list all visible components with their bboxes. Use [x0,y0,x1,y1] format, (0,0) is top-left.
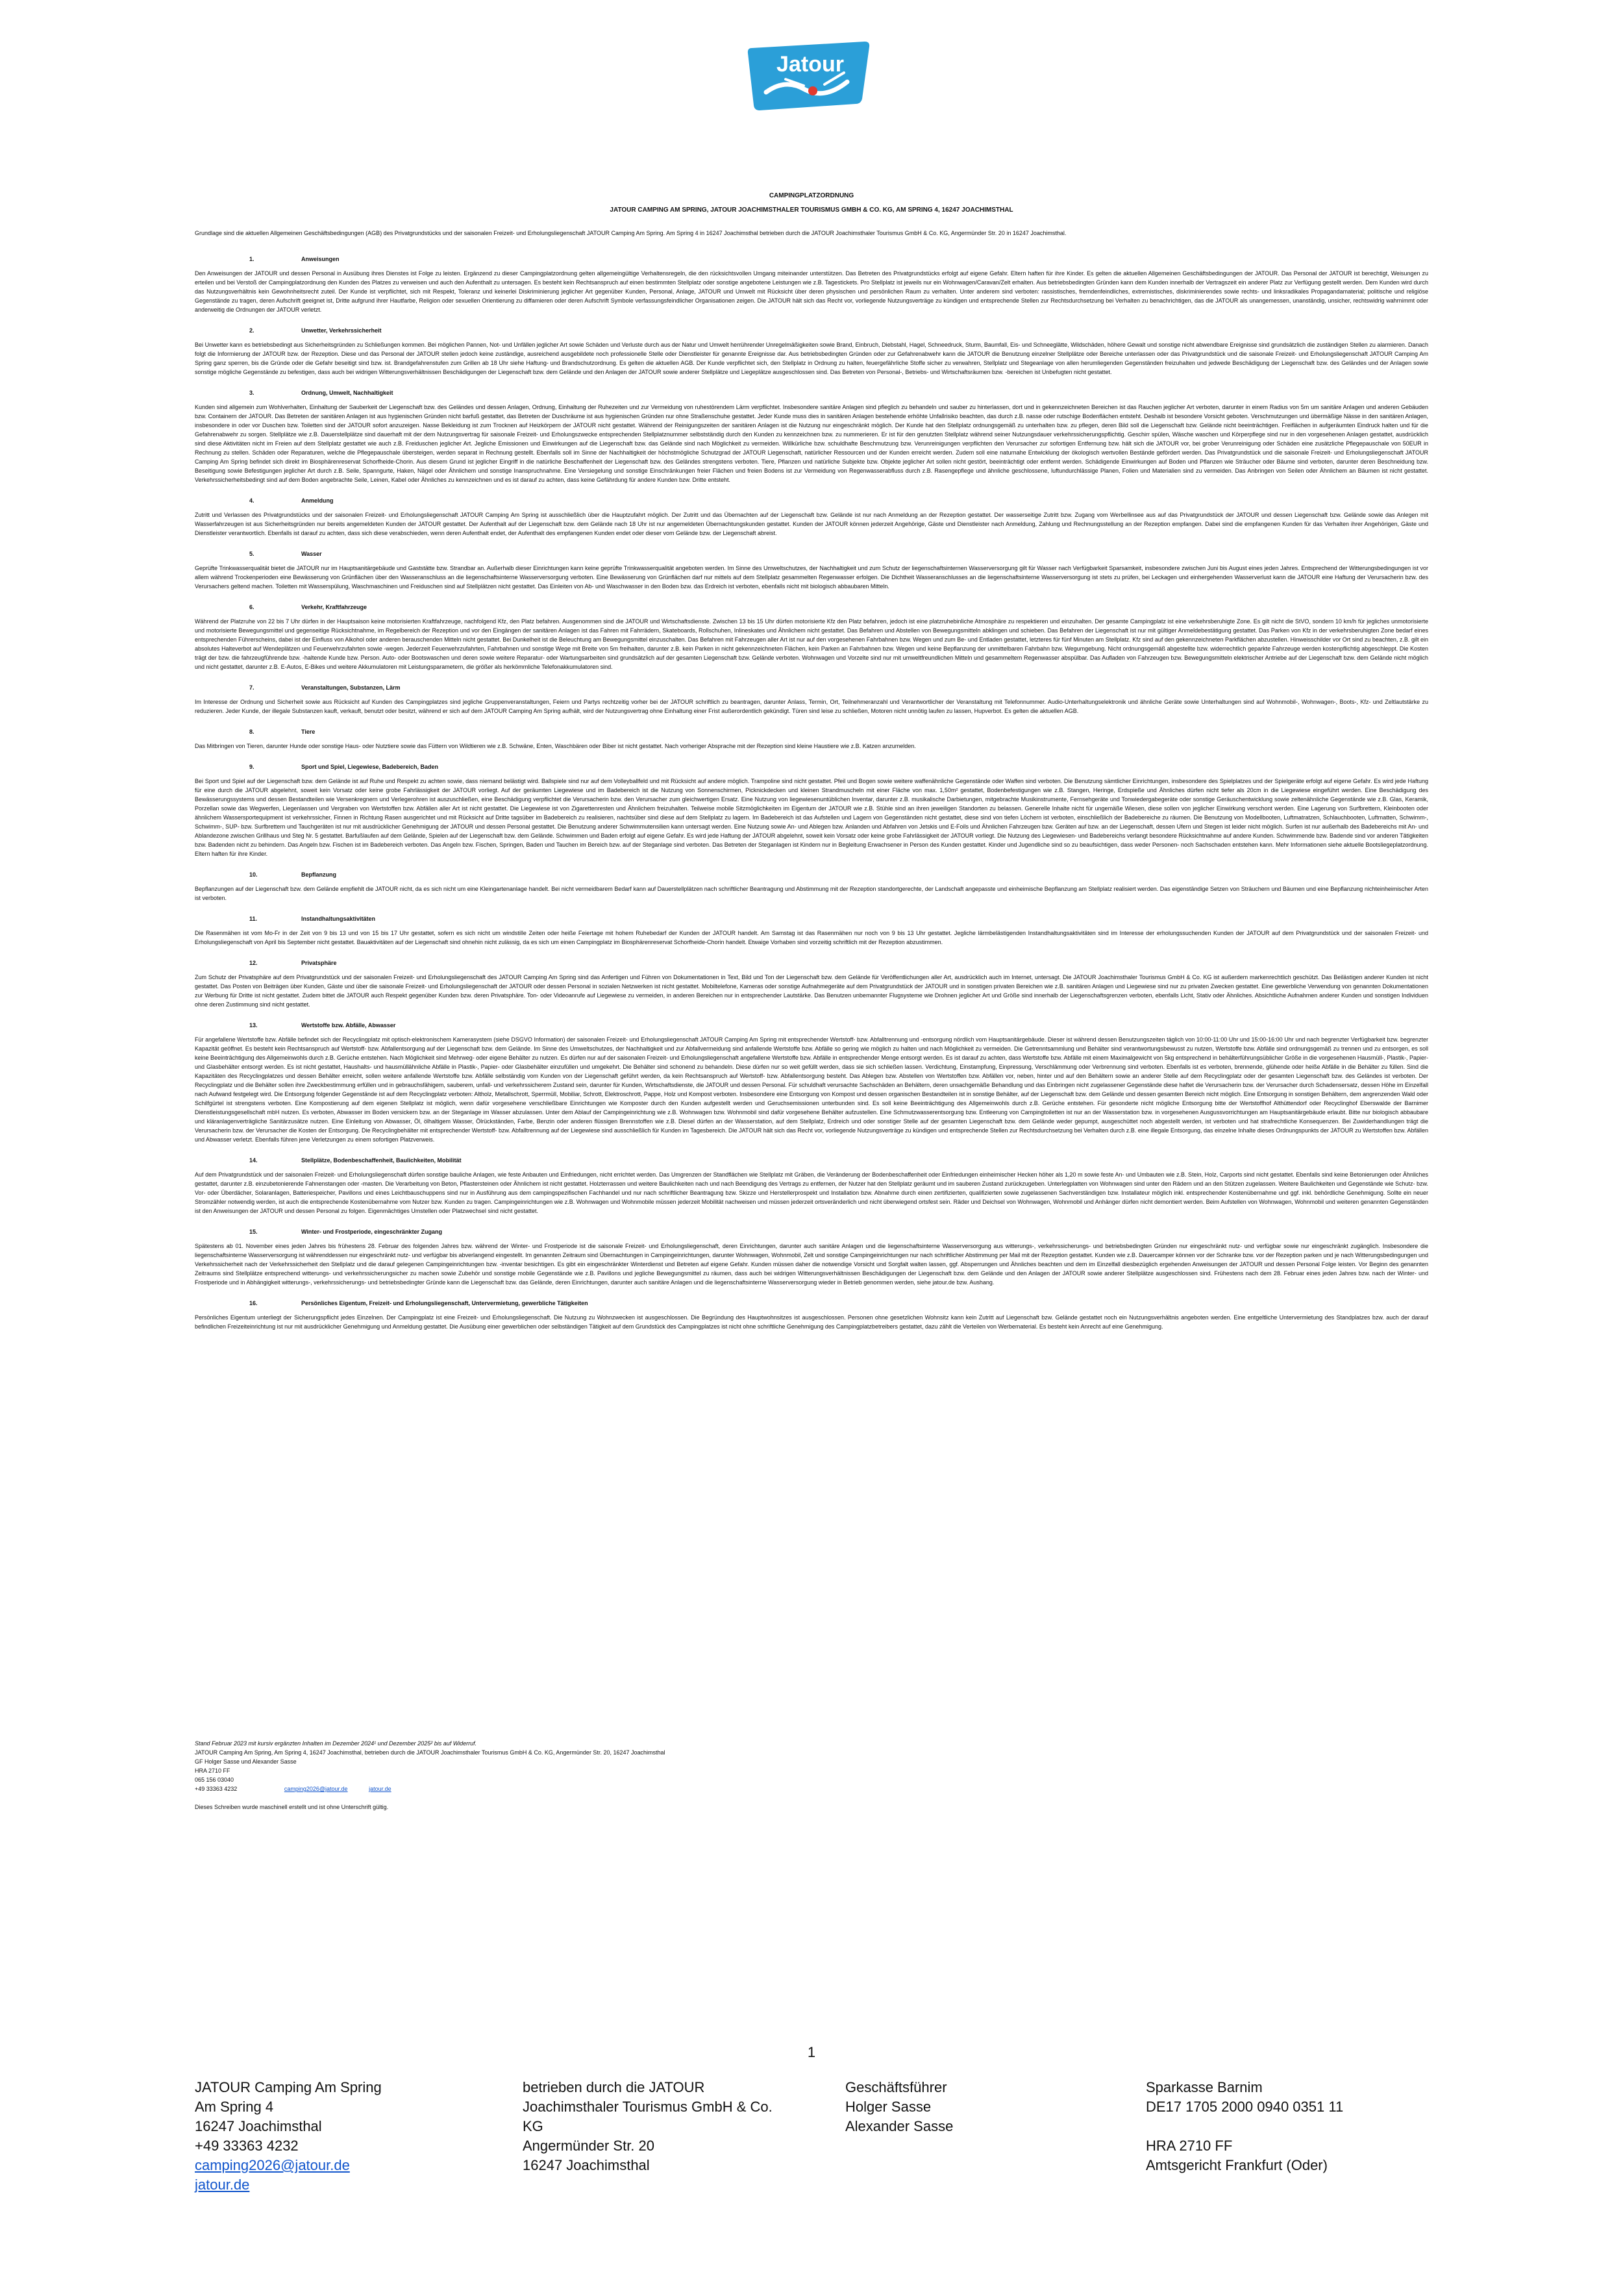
section-title: Unwetter, Verkehrssicherheit [301,327,382,334]
document-subtitle: JATOUR CAMPING AM SPRING, JATOUR JOACHIMSTHALER TOURISMUS GMBH & CO. KG, AM SPRING 4, 16247 JOACHIMSTHAL [610,206,1013,214]
footer-management-label: Geschäftsführer [845,2079,947,2095]
section-title: Anmeldung [301,497,334,504]
section-number: 8. [249,729,254,735]
logo-wordmark: Jatour [776,52,844,77]
section-heading [195,388,1428,397]
section-heading [195,326,1428,335]
footer-operator-line-3: KG [523,2118,543,2134]
spacer [195,1793,779,1803]
email-link[interactable]: camping2026@jatour.de [284,1786,348,1792]
stand-note: Stand Februar 2023 mit kursiv ergänzten Inhalten im Dezember 2024¹ und Dezember 2025² bis auf Widerruf. [195,1740,477,1747]
section-body: Geprüfte Trinkwasserqualität bietet die JATOUR nur im Hauptsanitärgebäude und Gaststätte bzw. Strandbar an. Außerhalb dieser Einrichtungen kann keine geprüfte Trinkwasserqualität angeboten werden. Im Sinne des Umweltschutzes, der Nachhaltigkeit und zum Schutz der liegenschaftsinternen Wasserversorgung gilt für Wasser nach Verfügbarkeit Sparsamkeit, insbesondere zwischen Juni bis August eines jeden Jahres. Entsprechend der Witterungsbedingungen ist vor allem während Trockenperioden eine Bewässerung von Grünflächen über den Wasseranschluss an die liegenschaftsinterne Wasserversorgung verboten. Eine Bewässerung von Grünflächen darf nur mittels auf dem Stellplatz gesammelten Regenwasser erfolgen. Die Dichtheit Wasseranschlusses an die liegenschaftsinterne Wasserversorgung ist stets zu prüfen, bei Leckagen und einhergehenden Wasserverlust kann die JATOUR eine Haftung der Verursacherin bzw. des Verursachers geltend machen. Toiletten mit Wasserspülung, Waschmaschinen und Freiduschen sind auf Stellplätzen nicht gestattet. Das Einleiten von Ab- und Waschwasser in den Boden bzw. das Erdreich ist verboten, ebenfalls nicht mit biologisch abbaubaren Mitteln. [195,565,1428,590]
managing-directors: GF Holger Sasse und Alexander Sasse [195,1758,297,1765]
section-body: Bei Sport und Spiel auf der Liegenschaft bzw. dem Gelände ist auf Ruhe und Respekt zu achten sowie, dass niemand belästigt wird. Ballspiele sind nur auf dem Volleyballfeld und mit Rücksicht auf andere möglich. Trampoline sind nicht gestattet. Pfeil und Bogen sowie weitere waffenähnliche Gegenstände oder Waffen sind verboten. Die Benutzung sämtlicher Einrichtungen, insbesondere des Spielplatzes und der Spielgeräte erfolgt auf eigene Gefahr. Es wird jede Haftung für eine durch die JATOUR abgelehnt, soweit kein Vorsatz oder keine grobe Fahrlässigkeit der JATOUR vorliegt. Auf der geräumten Liegewiese und im Badebereich ist die Nutzung von Sonnenschirmen, Picknickdecken und kleinen Strandmuscheln mit einer Fläche von max. 1,50m² gestattet, Bodenbefestigungen wie z.B. Stangen, Heringe, Erdspieße und Ähnliches dürfen nicht tiefer als 20cm in die Liegewiese eingeführt werden. Eine Beschädigung des Bewässerungssystems und dessen Bestandteilen wie Versenkregnern und Verlegerohren ist auszuschließen, eine Beschädigung verpflichtet die Verursacherin bzw. den Verursacher zum gleichwertigen Ersatz. Eine Nutzung von liegewiesenuntüblichen Inventar, darunter z.B. musikalische Darbietungen, mitgebrachte Musikinstrumente, Fernsehgeräte und Tonwiedergabegeräte oder sonstige Geräuschentwicklung sowie zeltenähnliche Gegenstände wie z.B. Glas, Keramik, Porzellan sowie das Wegwerfen, Liegenlassen und Vergraben von Wertstoffen bzw. Abfällen aller Art ist nicht gestattet. Die Liegewiese ist von Zigarettenresten und Ähnlichem freizuhalten. Teilweise mobile Sitzmöglichkeiten im Eigentum der JATOUR wie z.B. Stühle sind an ihren jeweiligen Standorten zu belassen. Generelle Inhalte nicht für ungemäße Wiesen, diese sollen von jeglicher Einwirkung verschont werden. Eine Lagerung von Surfbrettern, Kleinbooten oder ähnlichem Wassersportequipment ist verkehrssicher, Finnen in Richtung Rasen ausgerichtet und mit Rücksicht auf Dritte tagsüber im Badebereich zu realisieren, nachtsüber sind diese auf dem Stellplatz zu lagern. Im Badebereich ist das Aufstellen und Lagern von Gegenständen nicht gestattet, diese sind von tiefen Löchern ist verboten, einschließlich der Badebereiche zu räumen. Die Benutzung von Modellbooten, Luftmatratzen, Schlauchbooten, Luftmatten, Schwimm-, Schwimm-, SUP- bzw. Surfbrettern und Tauchgeräten ist nur mit ausdrücklicher Genehmigung der JATOUR und dessen Personal gestattet. Die Benutzung anderer Schwimmutensilien kann untersagt werden. Eine Nutzung sowie An- und Ablegen bzw. Anlanden und Abfahren von Jetskis und E-Foils und Ähnlichen Fahrzeugen bzw. Geräten auf bzw. an der Liegenschaft, dessen Ufern und Stegen ist leider nicht möglich. Surfen ist nur außerhalb des Badebereichs mit An- und Ablandezone zwischen Grillhaus und Steg Nr. 5 gestattet. Barfußlaufen auf dem Gelände, Spielen auf der Liegenschaft bzw. dem Gelände. Schwimmen und Baden erfolgt auf eigene Gefahr. Es wird jede Haftung der JATOUR abgelehnt, soweit kein Vorsatz oder keine grobe Fahrlässigkeit der JATOUR vorliegt. Die Nutzung des Liegewiesen- und Badebereichs verlangt besondere Rücksichtnahme auf andere Kunden. Schwimmende bzw. Badende sind vor anderen Tätigkeiten bzw. Badenden nicht zu behindern. Das Angeln bzw. Fischen ist im Badebereich verboten. Das Angeln bzw. Fischen, Springen, Baden und Tauchen im Bereich bzw. auf der Steganlage sind verboten. Das Betreten der Steganlagen ist Kindern nur in Begleitung Erwachsener in Person des Kunden gestattet. Kinder und Jugendliche sind so zu beaufsichtigen, dass weder Personen- noch Sachschaden entstehen kann. Mehr Informationen siehe aktuelle Bootsliegeplatzordnung. Eltern haften für ihre Kinder. [195,778,1428,857]
section-body: Für angefallene Wertstoffe bzw. Abfälle befindet sich der Recyclingplatz mit optisch-elektronischem Kamerasystem (siehe DSGVO Information) der saisonalen Freizeit- und Erholungsliegenschaft JATOUR Camping Am Spring mit entsprechender Wertstoff- bzw. Abfalltrennung und -entsorgung nördlich vom Hauptsanitärgebäude. Dieser ist während dessen Benutzungszeiten täglich von 10:00-11:00 Uhr und 15:00-16:00 Uhr und nach begrenzter Verfügbarkeit bzw. begrenzter Kapazität geöffnet. Es besteht kein Rechtsanspruch auf Wertstoff- bzw. Abfallentsorgung auf der Liegenschaft bzw. dem Gelände. Im Sinne des Umweltschutzes, der Nachhaltigkeit und zur Abfallvermeidung sind anfallende Wertstoffe bzw. Abfälle so gering wie möglich zu halten und nach Möglichkeit zu vermeiden. Die Getrenntsammlung und Behälter sind verantwortungsbewusst zu nutzen, Wertstoffe bzw. Abfälle sind ordnungsgemäß zu trennen und zu entsorgen, es soll keine Beeinträchtigung des Allgemeinwohls durch z.B. Gerüche entstehen. Nach Möglichkeit sind Mehrweg- oder eigene Behälter zu nutzen. Es dürfen nur auf der saisonalen Freizeit- und Erholungsliegenschaft angefallene Wertstoffe bzw. Abfälle in entsprechender Menge entsorgt werden. Es ist darauf zu achten, dass Wertstoffe bzw. Abfälle mit einem Maximalgewicht von 5kg entsprechend in behälterführungsüblicher Größe in die vorgesehenen Hausmüll-, Plastik-, Papier- und Glasbehälter entsorgt werden. Es ist nicht gestattet, Haushalts- und hausmüllähnliche Abfälle in Plastik-, Papier- oder Glasbehälter einzufüllen und umgekehrt. Die Behälter sind schonend zu behandeln. Diese dürfen nur so weit gefüllt werden, dass sie sich schließen lassen. Verdichtung, Einstampfung, Einpressung, Verschlämmung oder Verbrennung sind verboten. Ebenfalls ist es verboten, brennende, glühende oder heiße Abfälle in die Behälter zu füllen. Sind die Kapazitäten des Recyclingplatzes und dessen Behälter erreicht, sollen weitere anfallende Wertstoffe bzw. Abfälle selbständig vom Kunden von der Liegenschaft geführt werden, da kein Rechtsanspruch auf Wertstoff- bzw. Abfallentsorgung besteht. Das Ablegen bzw. Abstellen von Wertstoffen bzw. Abfällen vor, neben, hinter und auf den Behältern sowie an anderer Stelle auf dem Recyclingplatz oder der gesamten Liegenschaft bzw. des Geländes ist verboten. Der Recyclingplatz und die Behälter sollen ihre Zweckbestimmung erfüllen und in gebrauchsfähigem, sauberem, unfall- und verkehrssicherem Zustand sein, darunter für Kunden, Wirtschaftsdienste, die JATOUR und dessen Personal. Für schuldhaft verursachte Sachschäden an Behältern, deren unsachgemäße Behandlung und das Einbringen nicht zugelassener Gegenstände diese haftet die Verursacherin bzw. der Verursacher durch Schadensersatz, dessen Höhe im Einzelfall nach Aufwand festgelegt wird. Die Entsorgung folgender Gegenstände ist auf dem Recyclingplatz verboten: Altholz, Metallschrott, Sperrmüll, Mobiliar, Schrott, Elektroschrott, Pappe, Holz und Kompost verboten. Insbesondere eine Entsorgung von Kompost und dessen organischen Bestandteilen ist in sonstige Behälter, auf der Liegenschaft bzw. dem Gelände und dessen gesamten Bereich nicht möglich. Eine Entsorgung in sonstigen Behältern, dem angrenzenden Wald oder Schilfgürtel ist strengstens verboten. Eine Kompostierung auf dem eigenen Stellplatz ist möglich, wenn dafür vorgesehene verschließbare Einrichtungen wie Komposter durch den Kunden aufgestellt werden und Geruchsemissionen unterbunden sind. Es soll keine Beeinträchtigung des Allgemeinwohls durch z.B. Gerüche entstehen. Für gesonderte nicht mögliche Entsorgung bitte der Wertstoffhof Althüttendorf oder Recyclinghof Eberswalde der Barnimer Dienstleistungsgesellschaft mbH nutzen. Es verboten, Abwasser im Boden versickern bzw. an der Steganlage im Wasser abzulassen. Unter dem Ablauf der Campingeinrichtung wie z.B. Wohnwagen bzw. Wohnmobil sind dafür vorgesehene Behälter aufzustellen. Eine Schmutzwasserentsorgung bzw. Entleerung von Campingtoiletten ist nur an der Wasserstation bzw. in vorgesehenen Ausgussvorrichtungen am Hauptsanitärgebäude erlaubt. Bitte nur biologisch abbaubare und kläranlagenverträgliche Sanitärzusätze nutzen. Eine Einleitung von Abwasser, Öl, ölhaltigem Wasser, Ölrückständen, Farbe, Benzin oder anderen flüssigen Brennstoffen wie z.B. Diesel dürfen an der Wasserstation, auf dem Stellplatz, Erdreich und oder sonstiger Stelle auf der gesamten Liegenschaft bzw. dem Gelände weder gepumpt, ausgeschüttet noch abgestellt werden, ist verboten und hat strafrechtliche Konsequenzen. Bei Zuwiderhandlungen trägt die Verursacherin bzw. der Verursacher die Kosten der Entsorgung. Die Recyclingbehälter mit entsprechender Wertstoff- bzw. Abfalltrennung auf der Liegewiese sind ausschließlich für Kunden im Tagesbereich. Die JATOUR hält sich das Recht vor, vorliegende Nutzungsverträge zu kündigen und entsprechende Stellen zur Rechtsdurchsetzung bei Verhalten durch z.B. eine illegale Entsorgung, das einzelne Inhalte dieses Ordnungspunkts der JATOUR zu Wertstoffen bzw. Abfällen und Abwasser verletzt. Ebenfalls führen jene Verletzungen zu einem sofortigen Platzverweis. [195,1036,1428,1143]
section-number: 11. [249,916,258,922]
section-number: 13. [249,1022,258,1029]
section-title: Stellplätze, Bodenbeschaffenheit, Baulichkeiten, Mobilität [301,1157,462,1164]
section-body: Die Rasenmähen ist vom Mo-Fr in der Zeit von 9 bis 13 und von 15 bis 17 Uhr gestattet, sofern es sich nicht um windstille Zeiten oder heiße Feiertage mit hohem Ruhebedarf der Kunden der JATOUR handelt. Am Samstag ist das Rasenmähen nur noch von 9 bis 13 Uhr gestattet. Jegliche lärmbelästigenden Instandhaltungsaktivitäten sind im Interesse der erholungssuchenden Kunden der JATOUR auf dem Privatgrundstück und der saisonalen Freizeit- und Erholungsliegenschaft von April bis September nicht gestattet. Bauaktivitäten auf der Liegenschaft sind ohnehin nicht zulässig, da es sich um einen Campingplatz im Biosphärenreservat Schorfheide-Chorin handelt. Etwaige Vorhaben sind vorzeitig schriftlich mit der Rezeption abzustimmen. [195,930,1428,945]
intro-paragraph: Grundlage sind die aktuellen Allgemeinen Geschäftsbedingungen (AGB) des Privatgrundstücks und der saisonalen Freizeit- und Erholungsliegenschaft JATOUR Camping Am Spring. Am Spring 4 in 16247 Joachimsthal betrieben durch die JATOUR Joachimsthaler Tourismus GmbH & Co. KG, Angermünder Str. 20 in 16247 Joachimsthal. [195,230,1067,236]
section [195,1021,1428,1144]
section-title: Persönliches Eigentum, Freizeit- und Erholungsliegenschaft, Untervermietung, gewerbliche Tätigkeiten [301,1300,588,1306]
section-heading [195,603,1428,612]
section-number: 3. [249,390,254,396]
section-body: Im Interesse der Ordnung und Sicherheit sowie aus Rücksicht auf Kunden des Campingplatzes sind jegliche Gruppenveranstaltungen, Feiern und Partys rechtzeitig vorher bei der JATOUR schriftlich zu beantragen, darunter Anlass, Termin, Ort, Teilnehmeranzahl und Verantwortlicher der Veranstaltung mit Telefonnummer. Audio-Unterhaltungselektronik und ähnliche Geräte sowie Unterhaltungen sind auf Wohnmobil-, Wohnwagen-, Boots-, Kfz- und Zeltlautstärke zu reduzieren. Jeder Kunde, der illegale Substanzen kauft, verkauft, benutzt oder besitzt, während er sich auf dem JATOUR Camping Am Spring aufhält, wird der Nutzungsvertrag ohne Einhaltung einer Frist außerordentlich gekündigt. Türen sind leise zu schließen, Motoren nicht unnötig laufen zu lassen, Hupverbot. Es gelten die aktuellen AGB. [195,699,1428,714]
section-heading [195,958,1428,967]
section-number: 10. [249,871,258,878]
footer-website-link[interactable]: jatour.de [195,2177,250,2193]
section [195,255,1428,314]
section-heading [195,496,1428,505]
footer-phone: +49 33363 4232 [195,2138,299,2154]
section-title: Ordnung, Umwelt, Nachhaltigkeit [301,390,393,396]
section [195,727,1428,751]
hra-number: HRA 2710 FF [195,1767,230,1774]
footer-operator-street: Angermünder Str. 20 [523,2138,655,2154]
footer-operator-line-2: Joachimsthaler Tourismus GmbH & Co. [523,2099,773,2115]
section-heading [195,1227,1428,1236]
jatour-logo [740,39,876,117]
phone-number: +49 33363 4232 [195,1786,238,1792]
section-body: Den Anweisungen der JATOUR und dessen Personal in Ausübung ihres Dienstes ist Folge zu leisten. Ergänzend zu dieser Campingplatzordnung gelten allgemeingültige Verhaltensregeln, die den rücksichtsvollen Umgang miteinander unterstützen. Das Betreten des Privatgrundstücks erfolgt auf eigene Gefahr. Eltern haften für ihre Kinder. Es gelten die aktuellen Allgemeinen Geschäftsbedingungen der JATOUR. Das Personal der JATOUR ist berechtigt, Weisungen zu erteilen und bei Verstoß der Campingplatzordnung den Kunden des Platzes zu verweisen und auch den Aufenthalt zu untersagen. Es besteht kein Rechtsanspruch auf einen bestimmten Stellplatz oder sonstige angebotene Leistungen wie z.B. Tagestickets. Pro Stellplatz ist jeweils nur ein Wohnwagen/Caravan/Zelt erhalten. Aus betriebsbedingten Gründen kann dem Kunden innerhalb der Vertragszeit ein anderer Platz zur Verfügung gestellt werden. Dem Kunden wird durch das Nutzungsverhältnis kein Gewohnheitsrecht zuteil. Der Kunde ist verpflichtet, sich mit Respekt, Toleranz und keinerlei Diskriminierung jeglicher Art gegenüber Kunden, Personal, Anlage, JATOUR und Umwelt mit Rücksicht über deren physischen und persönlichen Raum zu verhalten. Unter anderem sind verboten: rassistisches, fremdenfeindliches, extremistisches, diskriminierendes sowie rechts- und linksradikales Propagandamaterial; politische und religiöse Gegenstände zu tragen, deren Aufschrift geeignet ist, Dritte aufgrund ihrer Hautfarbe, Religion oder sexuellen Orientierung zu diffamieren oder deren Aufschrift Symbole verfassungsfeindlicher Organisationen zeigen. Die JATOUR hält sich das Recht vor, vorliegende Nutzungsverträge zu kündigen und entsprechende Stellen zur Rechtsdurchsetzung bei Verhalten zu benachrichtigen, das die JATOUR als unangemessen, unanständig, unsicher, rechtswidrig wahrnimmt oder anderweitig die Ordnungen der JATOUR verletzt. [195,270,1428,313]
footer-iban: DE17 1705 2000 0940 0351 11 [1146,2099,1344,2115]
footer-director-2: Alexander Sasse [845,2118,954,2134]
section [195,388,1428,484]
section-title: Veranstaltungen, Substanzen, Lärm [301,684,401,691]
machine-note: Dieses Schreiben wurde maschinell erstellt und ist ohne Unterschrift gültig. [195,1804,389,1810]
section-body: Spätestens ab 01. November eines jeden Jahres bis frühestens 28. Februar des folgenden Jahres bzw. während der Winter- und Frostperiode ist die saisonale Freizeit- und Erholungsliegenschaft, deren Einrichtungen, darunter auch sanitäre Anlagen und die liegenschaftsinterne Wasserversorgung aus witterungs-, verkehrssicherungs- und betriebsbedingten Gründen nur eingeschränkt nutz- und verfügbar sowie nur eingeschränkt zugänglich. Insbesondere die liegenschaftsinterne Wasserversorgung ist währenddessen nur eingeschränkt nutz- und verfügbar bis abverlangend eingestellt. Im genannten Zeitraum sind Übernachtungen in Campingeinrichtungen, darunter Wohnwagen, Wohnmobil, Zelt und sonstige Campingeinrichtungen nur nach schriftlicher Abstimmung per Mail mit der Rezeption gestattet. Kunden wie z.B. Dauercamper können vor der Schranke bzw. vor der Rezeption parken und je nach Witterungsbedingungen und Verkehrssicherheit nach der Verkehrssicherheit den Stellplatz und die darauf gelegenen Campingeinrichtungen bzw. -inventar besichtigen. Es gibt ein eingeschränkter Winterdienst und Betreten auf eigene Gefahr. Kunden müssen daher die notwendige Vorsicht und Sorgfalt walten lassen, ggf. Absperrungen und Ähnliches beachten und dem im Einzelfall diesbezüglich ergehenden Anweisungen der JATOUR und dessen Personal Folge leisten. Vor Beginn des genannten Zeitraums sind Stellplätze entsprechend witterungs- und verkehrssicherungsicher zu machen sowie Zubehör und sonstige mobile Gegenstände wie z.B. Pavillons und jegliche Bewegungsmittel zu räumen, dass auch bei widrigen Witterungsverhältnissen Beschädigungen der Liegenschaft bzw. dem Gelände und den Anlagen der JATOUR sowie anderer Stellplätze ausgeschlossen sind. Frühestens nach dem 28. Februar eines jeden Jahres bzw. nach der Winter- und Frostperiode und in Abhängigkeit witterungs-, verkehrssicherungs- und betriebsbedingter Gründe kann die Liegenschaft bzw. das Gelände, deren Einrichtungen, darunter auch sanitäre Anlagen und die liegenschaftsinterne Wasserversorgung wieder in Betrieb genommen werden, siehe jatour.de bzw. Aushang. [195,1243,1428,1286]
sections-list [195,255,1428,1343]
section-heading [195,255,1428,264]
section-number: 9. [249,764,254,770]
page-number: 1 [807,2044,816,2060]
document-title: CAMPINGPLATZORDNUNG [769,192,854,199]
section-body: Bei Unwetter kann es betriebsbedingt aus Sicherheitsgründen zu Schließungen kommen. Bei möglichen Pannen, Not- und Unfällen jeglicher Art sowie Schäden und Verluste durch aus der Natur und Umwelt herrührender Unregelmäßigkeiten sowie Brand, Einbruch, Diebstahl, Hagel, Schneedruck, Sturm, Baumfall, Eis- und Schneeglätte, Wildschäden, höhere Gewalt und sonstige nicht abwendbare Ereignisse sind grundsätzlich die zuständigen Stellen zu alarmieren. Danach folgt die Informierung der JATOUR bzw. der Rezeption. Diese und das Personal der JATOUR stellen jedoch keine zuständige, ausreichend ausgebildete noch professionelle Stelle oder Dienstleister für genannte Ereignisse dar. Aus betriebsbedingten Gründen oder zur Gefahrenabwehr kann die JATOUR die Benutzung einzelner Stellplätze oder Bereiche unterlassen oder das Privatgrundstück und die saisonale Freizeit- und Erholungsliegenschaft JATOUR Camping Am Spring ganz sperren, bis die Gründe oder die Gefahr beseitigt sind bzw. ist. Brandgefahrenstufen zum Grillen ab 18 Uhr siehe Haftung- und Brandschutzordnung. Es gelten die aktuellen AGB. Der Kunde verpflichtet sich, den Stellplatz in Ordnung zu halten, feuergefährliche Stoffe sicher zu verwahren, Stellplatz und Stegeanlage von allen herumliegenden Gegenständen freizuhalten und jedwede Beschädigung der Liegenschaft bzw. des Geländes und der Anlagen sowie sonstige mögliche Gegenstände zu befestigen, dass auch bei widrigen Witterungsverhältnissen Beschädigungen der Liegenschaft bzw. dem Gelände und den Anlagen der JATOUR sowie anderer Stellplätze und Liegeplätze ausgeschlossen sind. Das Betreten von Personal-, Betriebs- und Wirtschaftsräumen bzw. -bereichen ist Unbefugten nicht gestattet. [195,342,1428,375]
section-title: Wasser [301,551,322,557]
section-number: 14. [249,1157,258,1164]
section-body: Zum Schutz der Privatsphäre auf dem Privatgrundstück und der saisonalen Freizeit- und Erholungsliegenschaft des JATOUR Camping Am Spring sind das Anfertigen und Führen von Dokumentationen in Text, Bild und Ton der Liegenschaft bzw. dem Gelände für Veröffentlichungen aller Art, ausdrücklich auch im Internet, untersagt. Die JATOUR Joachimsthaler Tourismus GmbH & Co. KG ist außerdem markenrechtlich geschützt. Das Beilästigen anderer Kunden ist nicht gestattet. Das Posten von Beiträgen über Kunden, Gäste und über die saisonale Freizeit- und Erholungsliegenschaft der JATOUR oder dessen Personal in sozialen Netzwerken ist nicht gestattet. Mobiltelefone, Kameras oder sonstige Aufnahmegeräte auf dem Privatgrundstück der JATOUR und in sonstigen privaten Bereichen wie z.B. sanitären Anlagen und Liegewiese sind nur zu privaten Zwecken gestattet. Eine gewerbliche Verwendung von genannten Dokumentationen zur Werbung für Dritte ist nicht gestattet. Zudem bittet die JATOUR auch Respekt gegenüber Kunden bzw. deren Privatsphäre. Ton- oder Videoanrufe auf Liegewiese zu vermeiden, in anderen Bereichen nur in entsprechender Lautstärke. Das Benutzen unbemannter Flugsysteme wie Drohnen jeglicher Art und Größe sind innerhalb der Liegenschaftsgrenzen verboten, ebenfalls Licht, Stativ oder Ähnliches. Absichtliche Aufnahmen anderer Kunden und sonstigen Individuen ohne deren Zustimmung sind nicht gestattet. [195,974,1428,1008]
footer-email-link[interactable]: camping2026@jatour.de [195,2157,350,2173]
section-number: 1. [249,256,254,262]
section-number: 15. [249,1229,258,1235]
section [195,549,1428,591]
section-heading [195,914,1428,923]
tax-number: 065 156 03040 [195,1777,234,1783]
section-title: Bepflanzung [301,871,336,878]
section-body: Zutritt und Verlassen des Privatgrundstücks und der saisonalen Freizeit- und Erholungsliegenschaft JATOUR Camping Am Spring ist ausschließlich über die Hauptzufahrt möglich. Der Zutritt und das Übernachten auf der Liegenschaft bzw. Gelände ist nur nach Anmeldung an der Rezeption gestattet. Der wasserseitige Zutritt bzw. Zugang vom Werbellinsee aus auf das Privatgrundstück der JATOUR und dessen Liegenschaft bzw. Gelände sowie das Anlegen mit Wasserfahrzeugen ist aus Sicherheitsgründen nur bereits angemeldeten Kunden der JATOUR gestattet. Der Aufenthalt auf der Liegenschaft bzw. dem Gelände nach 18 Uhr ist nur angemeldeten Übernachtungskunden gestattet. Kunden der JATOUR können jederzeit Angehörige, Gäste und Dienstleister nach Anmeldung, Zahlung und Rechnungsstellung an der Rezeption empfangen. Dabei sind die empfangenen Kunden für das Verhalten ihrer Angehörigen, Gäste und Dienstleister verantwortlich. Ebenfalls ist darauf zu achten, dass sich diese verabschieden, wenn deren Aufenthalt endet, der Aufenthalt des empfangenen Kunden endet oder dieser vom Gelände bzw. der Liegenschaft abreist. [195,512,1428,536]
footer-operator-city: 16247 Joachimsthal [523,2157,650,2173]
section-number: 5. [249,551,254,557]
footer-city: 16247 Joachimsthal [195,2118,322,2134]
section [195,683,1428,716]
contact-line [195,1784,779,1793]
section-title: Sport und Spiel, Liegewiese, Badebereich, Baden [301,764,439,770]
section-heading [195,870,1428,879]
footer-column-operator [523,2078,773,2175]
section [195,1156,1428,1216]
section-heading [195,762,1428,771]
section-title: Wertstoffe bzw. Abfälle, Abwasser [301,1022,396,1029]
section-title: Winter- und Frostperiode, eingeschränkter Zugang [301,1229,442,1235]
footer-director-1: Holger Sasse [845,2099,932,2115]
section-number: 2. [249,327,254,334]
section-title: Instandhaltungsaktivitäten [301,916,376,922]
section-body: Während der Platzruhe von 22 bis 7 Uhr dürfen in der Hauptsaison keine motorisierten Kraftfahrzeuge, nachfolgend Kfz, den Platz befahren. Ausgenommen sind die JATOUR und Wirtschaftsdienste. Zwischen 13 bis 15 Uhr dürfen motorisierte Kfz den Platz befahren, jedoch ist eine platzruhebinliche Atmosphäre zu respektieren und einzuhalten. Der gesamte Campingplatz ist eine verkehrsberuhigte Zone. Es gilt nicht die StVO, sondern 10 km/h für jegliches unmotorisierte und motorisierte Bewegungsmittel und gegenseitige Rücksichtnahme, im Regelbereich der Rezeption und vor den Eingängen der sanitären Anlagen ist das Fahren mit Fahrrädern, Skateboards, Rollschuhen, Inlineskates und Ähnlichem nicht gestattet. Das Befahren und Abstellen von Bewegungsmitteln abklingen und schieben. Das Befahren der Liegenschaft ist nur mit gültiger Anmeldebestätigung gestattet. Das Parken von Kfz in der verkehrsberuhigten Zone bedarf eines entsprechenden Führerscheins, dabei ist der Einfluss von Alkohol oder anderen berauschenden Mitteln nicht gestattet. Bei Dunkelheit ist die Beleuchtung am Bewegungsmittel einzuschalten. Das Befahren mit Fahrzeugen aller Art ist nur auf den vorgesehenen Fahrbahnen bzw. Wegen und zum Be- und Entladen gestattet, letzteres für fünf Minuten am Stellplatz. Kfz sind auf den gekennzeichneten Parkflächen abzustellen. Hinweisschilder vor Ort sind zu beachten, z.B. gilt ein absolutes Halteverbot auf Wendeplätzen und Feuerwehrzufahrten sowie -wegen. Jederzeit Feuerwehrzufahrten, Fahrbahnen und sonstige Wege mit Breite von 5m freihalten, darunter z.B. kein Parken in nicht gekennzeichneten Flächen, kein Parken an Fahrbahnen bzw. Wegen und keine Bepflanzung der unmittelbaren Fahrbahn bzw. Wegumgebung. Nicht ordnungsgemäß abgestellte bzw. widerrechtlich geparkte Fahrzeuge werden kostenpflichtig abgeschleppt. Die Kosten trägt der bzw. die fahrzeugführende bzw. -haltende Kunde bzw. Person. Auto- oder Bootswaschen und deren sowie weitere Reparatur- oder Wartungsarbeiten sind grundsätzlich auf der gesamten Liegenschaft bzw. Gelände verboten. Wohnwagen und Vorzelte sind nur mit umweltfreundlichen Mitteln und gesammeltem Regenwasser abspülbar. Das Aufladen von Fahrzeugen bzw. Bewegungsmitteln elektrischer Antriebe auf der Liegenschaft bzw. dem Gelände nicht möglich und nicht gestattet, darunter z.B. E-Autos, E-Bikes und weitere Akkumulatoren mit Leistungsparametern, die größer als herkömmliche Telefonakkumulatoren sind. [195,618,1428,670]
section-number: 16. [249,1300,258,1306]
section [195,603,1428,671]
section [195,762,1428,858]
section [195,1227,1428,1287]
footer-court: Amtsgericht Frankfurt (Oder) [1146,2157,1328,2173]
section-heading [195,1156,1428,1165]
section-body: Persönliches Eigentum unterliegt der Sicherungspflicht jedes Einzelnen. Der Campingplatz ist eine Freizeit- und Erholungsliegenschaft. Die Nutzung zu Wohnzwecken ist ausgeschlossen. Die Begründung des Hauptwohnsitzes ist ausgeschlossen. Personen ohne gesetzlichen Wohnsitz kann kein Zutritt auf Liegenschaft bzw. Gelände gestattet noch ein Nutzungsverhältnis angeboten werden. Eine entgeltliche Untervermietung des Standplatzes bzw. auch der darauf befindlichen Freizeiteinrichtung ist nur mit ausdrücklicher Genehmigung und Anmeldung gestattet. Die Ausübung einer gewerblichen oder selbständigen Tätigkeit auf dem Grundstück des Campingplatzes ist nicht ohne schriftliche Genehmigung des Campingplatzbetreibers gestattet, dazu zählt die Verteilen von Werbematerial. Es besteht kein Anrecht auf eine Genehmigung. [195,1314,1428,1330]
section [195,326,1428,377]
section-heading [195,1021,1428,1030]
section [195,1299,1428,1331]
section [195,914,1428,947]
section [195,870,1428,903]
section-heading [195,727,1428,736]
footer-column-management [845,2078,953,2136]
section-title: Tiere [301,729,316,735]
section-number: 12. [249,960,258,966]
section-heading [195,549,1428,558]
section-heading [195,683,1428,692]
section-number: 4. [249,497,254,504]
section-title: Verkehr, Kraftfahrzeuge [301,604,367,610]
section-number: 7. [249,684,254,691]
section-body: Auf dem Privatgrundstück und der saisonalen Freizeit- und Erholungsliegenschaft dürfen sonstige bauliche Anlagen, wie feste Anbauten und Einfriedungen, nicht errichtet werden. Das Umgrenzen der Standflächen wie Stellplatz mit Gräben, die Veränderung der Bodenbeschaffenheit oder Einfriedungen einheimischer Hecken höher als 1,20 m sowie feste An- und Umbauten wie z.B. Stein, Holz, Carports sind nicht gestattet. Ebenfalls sind keine Betonierungen oder Ähnliches gestattet, darunter z.B. einzubetonierende Fahnenstangen oder -masten. Die Verarbeitung von Beton, Pflastersteinen oder Ähnlichem ist nicht gestattet. Holzterrassen und weitere Baulichkeiten nach und nach Beendigung des Vertrags zu entfernen, der Nutzer hat den Stellplatz geräumt und im sauberen Zustand zurückzugeben. Unterlegplatten von Wohnwagen sind unter den Rädern und an den Stützen zugelassen. Weitere Baulichkeiten und Gegenstände wie Schutz- bzw. Vor- oder Überdächer, Solaranlagen, Batteriespeicher, Pavillons und eines Leichtbauschuppens sind nur in Ausführung aus dem campingspezifischen Fachhandel und nur nach schriftlicher Beantragung bzw. Skizze und Herstellerprospekt und Installation bzw. Abnahme durch einen zertifizierten, qualifizierten sowie zugelassenen Sachverständigen bzw. Installateur möglich inkl. entsprechender Kostenübernahme und ggf. inkl. behördliche Genehmigung. Sollte ein neuer Stromzähler notwendig werden, ist auch die entsprechende Kostenübernahme vom Nutzer bzw. Kunden zu tragen. Campingeinrichtungen wie z.B. Wohnwagen und Wohnmobile müssen jederzeit Mobilität nachweisen und müssen jederzeit ortsveränderlich und nicht überwiegend ortsfest sein. Räder und Deichsel von Wohnwagen, Wohnmobil und Anhänger dürfen nicht demontiert werden. Beim Aufstellen von Wohnwagen, Wohnmobil und weiteren genannten Gegenständen ist den Anweisungen der JATOUR und dessen Personal zu folgen. Eigenmächtiges Umstellen oder Platzwechsel sind nicht gestattet. [195,1171,1428,1214]
section [195,496,1428,538]
footer-hra: HRA 2710 FF [1146,2138,1233,2154]
footer-spacer [1146,2117,1343,2136]
section-body: Bepflanzungen auf der Liegenschaft bzw. dem Gelände empfiehlt die JATOUR nicht, da es sich nicht um eine Kleingartenanlage handelt. Bei nicht vermeidbarem Bedarf kann auf Dauerstellplätzen nach schriftlicher Beantragung und Abstimmung mit der Rezeption standortgerechte, der Landschaft angepasste und einheimische Bepflanzung am Stellplatz realisiert werden. Das eigenständige Setzen von Sträuchern und Bäumen und eine Bepflanzung nichteinheimischer Arten ist verboten. [195,886,1428,901]
section [195,958,1428,1009]
footer-bank-name: Sparkasse Barnim [1146,2079,1263,2095]
footer-operator-line-1: betrieben durch die JATOUR [523,2079,705,2095]
footer-company: JATOUR Camping Am Spring [195,2079,382,2095]
footer-street: Am Spring 4 [195,2099,274,2115]
footer-column-bank [1146,2078,1343,2175]
footer-column-address [195,2078,382,2195]
section-title: Anweisungen [301,256,340,262]
section-body: Das Mitbringen von Tieren, darunter Hunde oder sonstige Haus- oder Nutztiere sowie das Füttern von Wildtieren wie z.B. Schwäne, Enten, Waschbären oder Biber ist nicht gestattet. Nach vorheriger Absprache mit der Rezeption sind kleine Haustiere wie z.B. Katzen anzumelden. [195,743,916,749]
section-body: Kunden sind allgemein zum Wohlverhalten, Einhaltung der Sauberkeit der Liegenschaft bzw. des Geländes und dessen Anlagen, Ordnung, Einhaltung der Ruhezeiten und zur Vermeidung von ruhestörendem Lärm verpflichtet. Insbesondere sanitäre Anlagen sind pfleglich zu behandeln und sauber zu hinterlassen, dort und in gekennzeichneten Bereichen ist das Rauchen jeglicher Art verboten, darunter in einem Radius von 5m um sanitäre Anlagen und anderen Gebäuden bzw. Containern der JATOUR. Das Betreten der sanitären Anlagen ist aus hygienischen Gründen nicht barfuß gestattet, das Betreten der Duschräume ist aus hygienischen Gründen nur ohne Straßenschuhe gestattet. Jeder Kunde muss dies in sanitären Anlagen bestehende erhöhte Unfallrisiko beachten, das durch z.B. nasse oder rutschige Bodenflächen entsteht. Deshalb ist besondere Vorsicht geboten. Verschmutzungen und übermäßige Nässe in den sanitären Anlagen, insbesondere in oder vor Duschen bzw. Toiletten sind der JATOUR sofort anzuzeigen. Nasse Bekleidung ist zum Trocknen auf Heizkörpern der JATOUR nicht gestattet. Während der Reinigungszeiten der sanitären Anlagen ist die Nutzung nur eingeschränkt möglich. Der Kunde hat den Stellplatz ordnungsgemäß zu unterhalten bzw. zu pflegen, deren Bild soll die Liegenschaft bzw. Gelände nicht beeinträchtigen. Freiflächen in aufgeräumten Eindruck halten und für die Gefahrenabwehr zu sorgen. Stellplätze wie z.B. Dauerstellplätze sind dauerhaft mit der dem Nutzungsvertrag für saisonale Freizeit- und Erholungszwecke entsprechenden Stellplatznummer selbstständig durch den Kunden zu kennzeichnen bzw. zu nummerieren. Er ist für den genutzten Stellplatz während seiner Nutzungsdauer verkehrssicherungspflichtig. Geschirr spülen, Wäsche waschen und Körperpflege sind nur in den vorgesehenen Anlagen gestattet, ausdrücklich sind diese Aktivitäten nicht im Freien auf dem Stellplatz gestattet wie auch z.B. Freiduschen jeglicher Art. Jegliche Emissionen und Einwirkungen auf die Liegenschaft bzw. das Gelände sind nach Möglichkeit zu vermeiden. Willkürliche bzw. schuldhafte Beschmutzung bzw. Verunreinigungen verpflichten den Verursacher zur sofortigen Entfernung bzw. hält sich die JATOUR vor, bei grober Verunreinigung oder Schäden eine zusätzliche Pflegepauschale von 50EUR in Rechnung zu stellen. Schäden oder Reparaturen, welche die Pflegepauschale übersteigen, werden separat in Rechnung gestellt. Ebenfalls soll im Sinne der Nachhaltigkeit der höchstmögliche Schutzgrad der JATOUR Liegenschaft, natürlicher Ressourcen und der Kunden erreicht werden. Zudem soll eine naturnahe Entwicklung der ökologisch wertvollen Bestände gefördert werden. Das Privatgrundstück und die saisonale Freizeit- und Erholungsliegenschaft JATOUR Camping Am Spring befindet sich direkt im Biosphärenreservat Schorfheide-Chorin. Aus diesem Grund ist jeglicher Eingriff in die natürliche Beschaffenheit der Liegenschaft bzw. des Geländes strengstens verboten. Tiere, Pflanzen und natürliche Subjekte bzw. Objekte jeglicher Art sollen nicht gestört, beeinträchtigt oder entfernt werden. Schädigende Einwirkungen auf Boden und Pflanzen wie Sträucher oder Bäume sind verboten, darunter deren Beschneidung bzw. Beseitigung sowie Befestigungen jeglicher Art durch z.B. Seile, Spanngurte, Haken, Nägel oder Ähnlichem und sonstige Inanspruchnahme. Eine Versiegelung und sonstige Einschränkungen freier Flächen und freien Bodens ist zur Vermeidung von Regenwasserabfluss durch z.B. Rasengepflege und ähnliche geschlossene, luftundurchlässige Planen, Folien und Materialien sind zu vermeiden. Das Anbringen von Seilen oder Ähnlichem an Bäumen ist nicht gestattet. Verkehrssicherheitsbedingt sind auf dem Boden angebrachte Seile, Leinen, Kabel oder Ähnliches zu kennzeichnen und es ist darauf zu achten, dass keine Gefährdung für andere Kunden bzw. Dritte entsteht. [195,404,1428,483]
section-title: Privatsphäre [301,960,337,966]
operator-line: JATOUR Camping Am Spring, Am Spring 4, 16247 Joachimsthal, betrieben durch die JATOUR Joachimsthaler Tourismus GmbH & Co. KG, Angermünder Str. 20, 16247 Joachimsthal [195,1749,665,1756]
section-number: 6. [249,604,254,610]
section-heading [195,1299,1428,1308]
document-meta [195,1739,779,1812]
website-link[interactable]: jatour.de [369,1786,391,1792]
